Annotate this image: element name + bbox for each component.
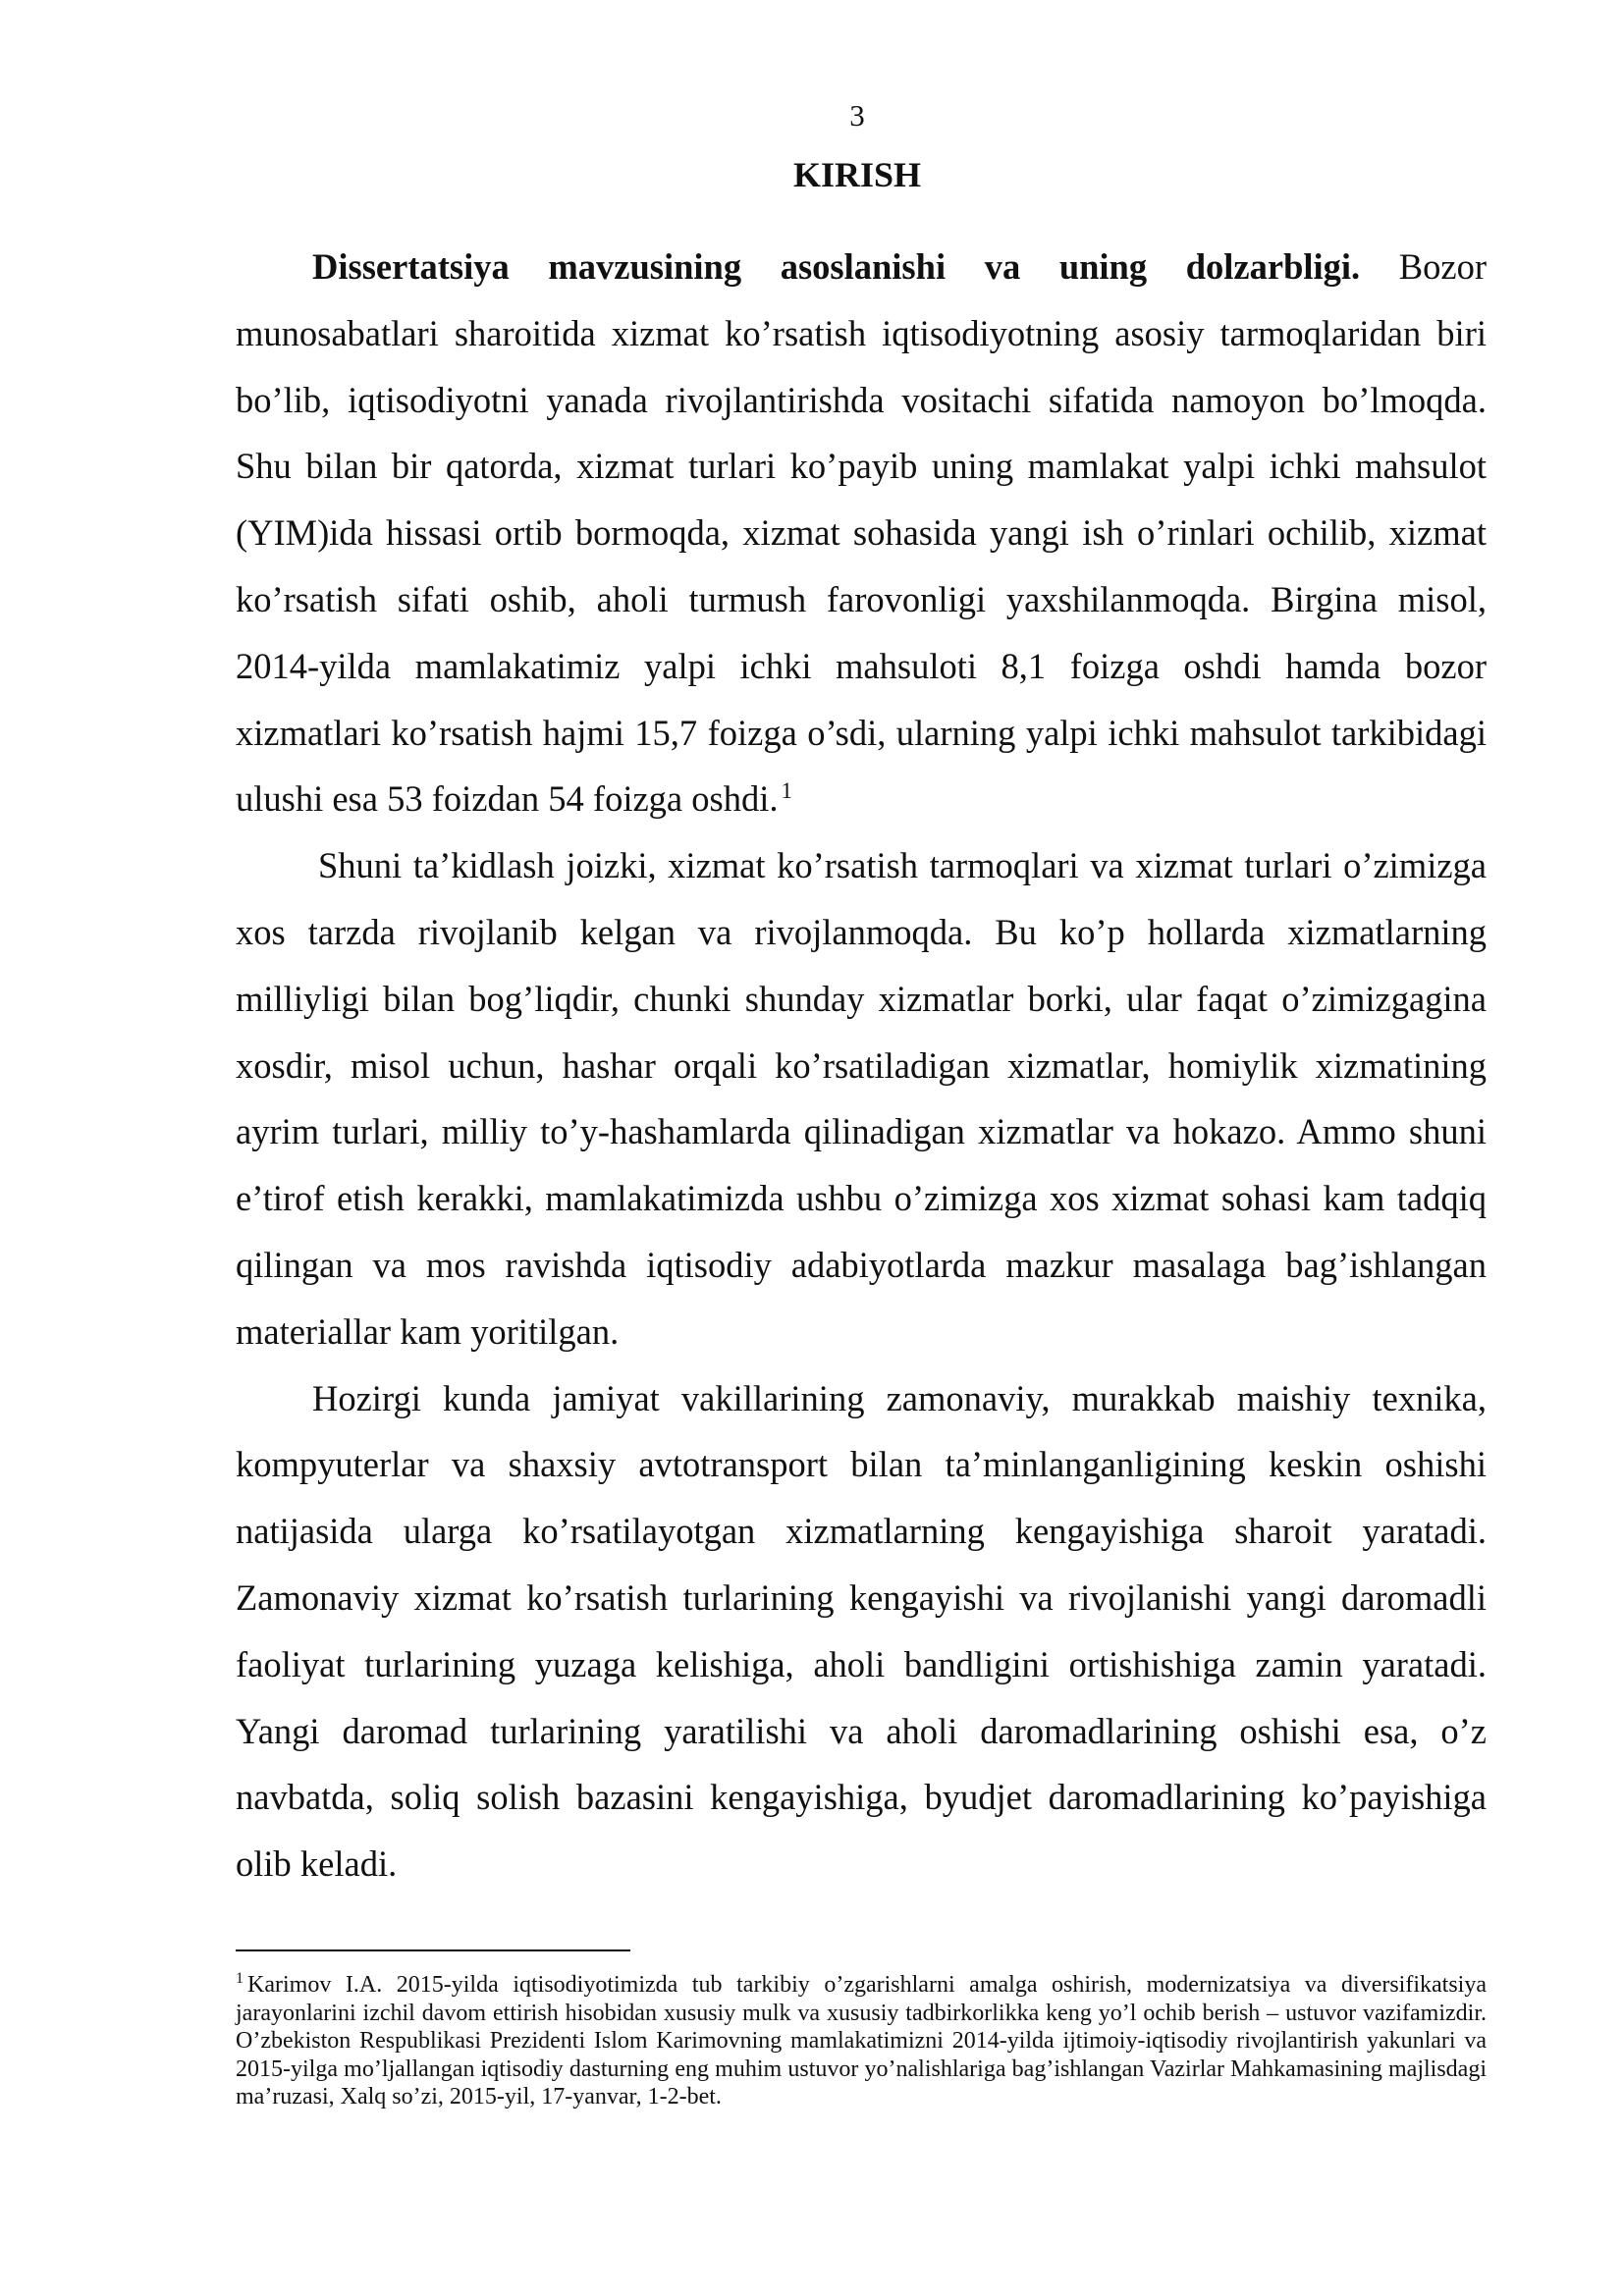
paragraph-lead: Dissertatsiya mavzusining asoslanishi va uning dolzarbligi. — [312, 246, 1361, 287]
footnote-reference[interactable]: 1 — [781, 778, 792, 804]
body-text — [236, 234, 1487, 1897]
footnote — [236, 1971, 1487, 2111]
footnote-separator — [236, 1949, 630, 1951]
footnote-text: Karimov I.A. 2015-yilda iqtisodiyotimizda tub tarkibiy o’zgarishlarni amalga oshirish, modernizatsiya va diversifikatsiya jarayonlarini izchil davom ettirish hisobidan xususiy mulk va xususiy tadbirkorlikka keng yo’l ochib berish – ustuvor vazifamizdir. O’zbekiston Respublikasi Prezidenti Islom Karimovning mamlakatimizni 2014-yilda ijtimoiy-iqtisodiy rivojlantirish yakunlari va 2015-yilga mo’ljallangan iqtisodiy dasturning eng muhim ustuvor yo’nalishlariga bag’ishlangan Vazirlar Mahkamasining majlisdagi ma’ruzasi, Xalq so’zi, 2015-yil, 17-yanvar, 1-2-bet. — [236, 1972, 1487, 2110]
paragraph-relevance — [236, 234, 1487, 832]
paragraph-national-services: Shuni ta’kidlash joizki, xizmat ko’rsatish tarmoqlari va xizmat turlari o’zimizga xos tarzda rivojlanib kelgan va rivojlanmoqda. Bu ko’p hollarda xizmatlarning milliyligi bilan bog’liqdir, chunki shunday xizmatlar borki, ular faqat o’zimizgagina xosdir, misol uchun, hashar orqali ko’rsatiladigan xizmatlar, homiylik xizmatining ayrim turlari, milliy to’y-hashamlarda qilinadigan xizmatlar va hokazo. Ammo shuni e’tirof etish kerakki, mamlakatimizda ushbu o’zimizga xos xizmat sohasi kam tadqiq qilingan va mos ravishda iqtisodiy adabiyotlarda mazkur masalaga bag’ishlangan materiallar kam yoritilgan. — [236, 845, 1487, 1352]
paragraph-text: Bozor munosabatlari sharoitida xizmat ko’rsatish iqtisodiyotning asosiy tarmoqlaridan biri bo’lib, iqtisodiyotni yanada rivojlantirishda vositachi sifatida namoyon bo’lmoqda. Shu bilan bir qatorda, xizmat turlari ko’payib uning mamlakat yalpi ichki mahsulot (YIM)ida hissasi ortib bormoqda, xizmat sohasida yangi ish o’rinlari ochilib, xizmat ko’rsatish sifati oshib, aholi turmush farovonligi yaxshilanmoqda. Birgina misol, 2014-yilda mamlakatimiz yalpi ichki mahsuloti 8,1 foizga oshdi hamda bozor xizmatlari ko’rsatish hajmi 15,7 foizga o’sdi, ularning yalpi ichki mahsulot tarkibidagi ulushi esa 53 foizdan 54 foizga oshdi. — [236, 246, 1487, 820]
page-number: 3 — [849, 98, 865, 133]
paragraph-modern-services: Hozirgi kunda jamiyat vakillarining zamonaviy, murakkab maishiy texnika, kompyuterlar va shaxsiy avtotransport bilan ta’minlanganligining keskin oshishi natijasida ularga ko’rsatilayotgan xizmatlarning kengayishiga sharoit yaratadi. Zamonaviy xizmat ko’rsatish turlarining kengayishi va rivojlanishi yangi daromadli faoliyat turlarining yuzaga kelishiga, aholi bandligini ortishishiga zamin yaratadi. Yangi daromad turlarining yaratilishi va aholi daromadlarining oshishi esa, o’z navbatda, soliq solish bazasini kengayishiga, byudjet daromadlarining ko’payishiga olib keladi. — [236, 1377, 1487, 1885]
footnote-marker: 1 — [236, 1970, 244, 1987]
section-heading: KIRISH — [792, 155, 922, 194]
